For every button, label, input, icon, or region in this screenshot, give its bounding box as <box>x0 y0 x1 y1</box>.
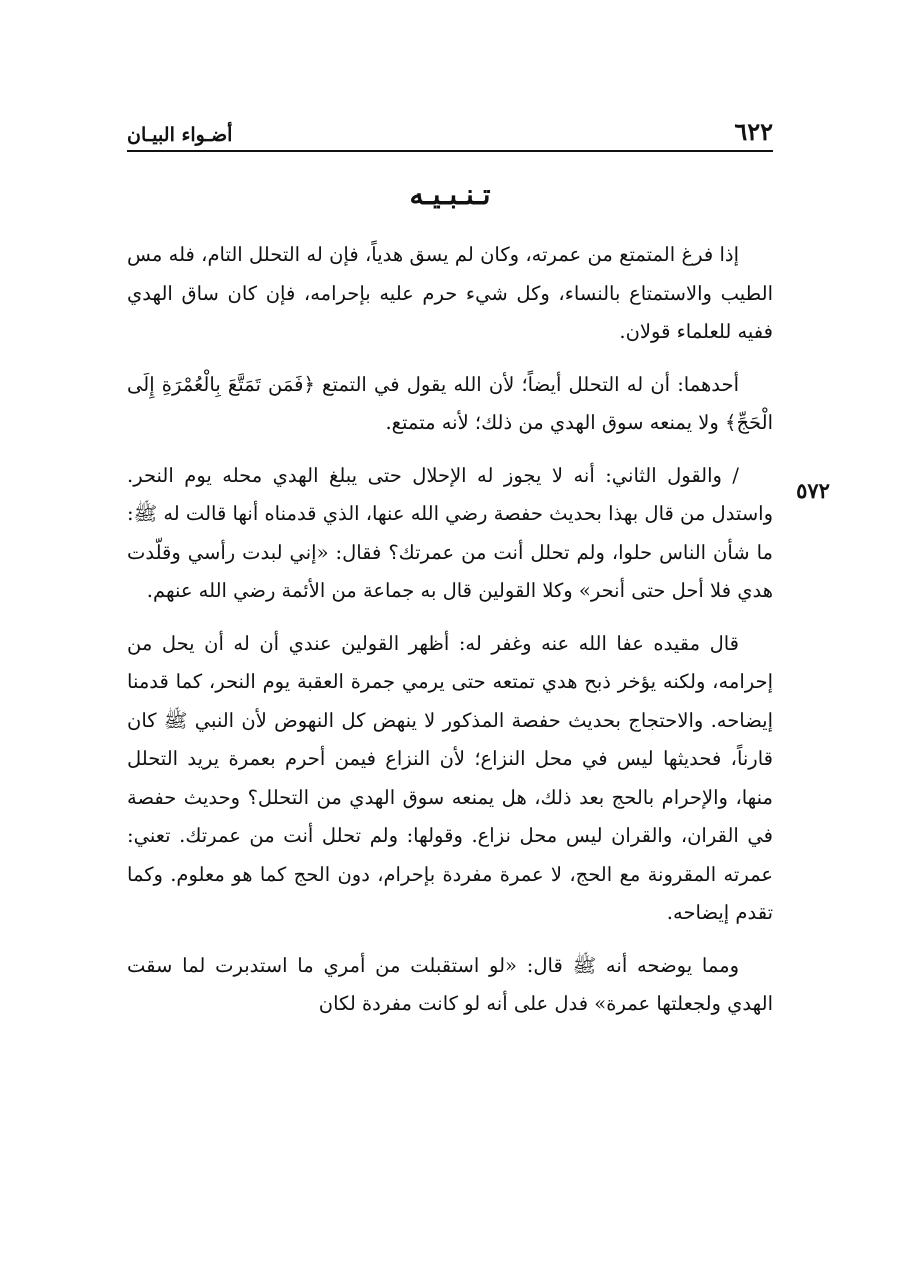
book-title: أضـواء البيـان <box>127 124 233 146</box>
paragraph-2: أحدهما: أن له التحلل أيضاً؛ لأن الله يقول في التمتع ﴿فَمَن تَمَتَّعَ بِالْعُمْرَةِ إِلَى الْحَجِّ﴾ ولا يمنعه سوق الهدي من ذلك؛ لأنه متمتع. <box>127 372 773 434</box>
body-text <box>127 236 773 1038</box>
header-divider <box>127 150 773 152</box>
paragraph-5: ومما يوضحه أنه ﷺ قال: «لو استقبلت من أمري ما استدبرت لما سقت الهدي ولجعلتها عمرة» فدل على أنه لو كانت مفردة لكان <box>127 953 773 1015</box>
margin-page-reference: ٥٧٢ <box>796 478 830 503</box>
paragraph-3: / والقول الثاني: أنه لا يجوز له الإحلال حتى يبلغ الهدي محله يوم النحر. واستدل من قال بهذا بحديث حفصة رضي الله عنها، الذي قدمناه أنها قالت له ﷺ: ما شأن الناس حلوا، ولم تحلل أنت من عمرتك؟ فقال: «إني لبدت رأسي وقلّدت هدي فلا أحل حتى أنحر» وكلا القولين قال به جماعة من الأئمة رضي الله عنهم. <box>127 463 773 602</box>
page-number: ٦٢٢ <box>734 117 773 146</box>
paragraph-1: إذا فرغ المتمتع من عمرته، وكان لم يسق هدياً، فإن له التحلل التام، فله مس الطيب والاستمتاع بالنساء، وكل شيء حرم عليه بإحرامه، فإن كان ساق الهدي ففيه للعلماء قولان. <box>127 243 773 343</box>
page-header <box>127 112 773 146</box>
section-title: تـنـبـيـه <box>409 178 491 211</box>
paragraph-4: قال مقيده عفا الله عنه وغفر له: أظهر القولين عندي أن له أن يحل من إحرامه، ولكنه يؤخر ذبح هدي تمتعه حتى يرمي جمرة العقبة يوم النحر، كما قدمنا إيضاحه. والاحتجاج بحديث حفصة المذكور لا ينهض كل النهوض لأن النبي ﷺ كان قارناً، فحديثها ليس في محل النزاع؛ لأن النزاع فيمن أحرم بعمرة يريد التحلل منها، والإحرام بالحج بعد ذلك، هل يمنعه سوق الهدي من التحلل؟ وحديث حفصة في القران، والقران ليس محل نزاع. وقولها: ولم تحلل أنت من عمرتك. تعني: عمرته المقرونة مع الحج، لا عمرة مفردة بإحرام، دون الحج كما هو معلوم. وكما تقدم إيضاحه. <box>127 631 773 924</box>
